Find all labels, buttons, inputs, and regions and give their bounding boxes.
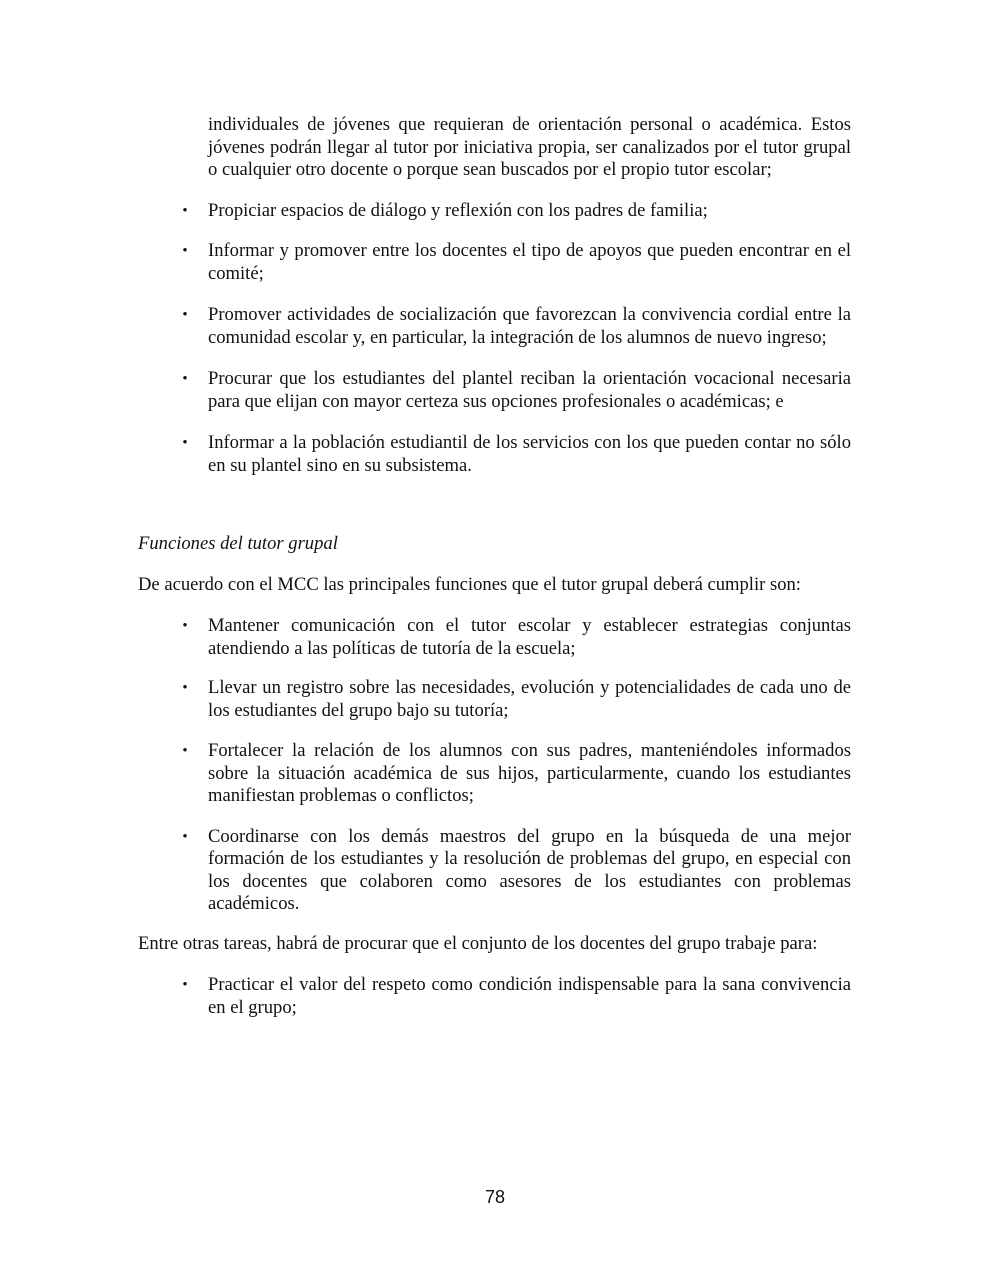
bullet-icon: • bbox=[182, 680, 188, 696]
intro-paragraph: De acuerdo con el MCC las principales funciones que el tutor grupal deberá cumplir son: bbox=[138, 573, 801, 595]
group-work-list bbox=[138, 974, 851, 1019]
list-item-text: Promover actividades de socialización que favorezcan la convivencia cordial entre la comunidad escolar y, en particular, la integración de los alumnos de nuevo ingreso; bbox=[208, 304, 851, 348]
second-paragraph: Entre otras tareas, habrá de procurar que el conjunto de los docentes del grupo trabaje para: bbox=[138, 932, 818, 954]
bullet-icon: • bbox=[182, 828, 188, 845]
list-item-text: Practicar el valor del respeto como condición indispensable para la sana convivencia en el grupo; bbox=[208, 974, 851, 1018]
list-item bbox=[138, 368, 851, 413]
list-item-text: Fortalecer la relación de los alumnos con sus padres, manteniéndoles informados sobre la situación académica de sus hijos, particularmente, cuando los estudiantes manifiestan problemas o conflictos; bbox=[208, 740, 851, 806]
list-item-text: Informar a la población estudiantil de los servicios con los que pueden contar no sólo en su plantel sino en su subsistema. bbox=[208, 432, 851, 476]
list-item-text: Propiciar espacios de diálogo y reflexión con los padres de familia; bbox=[208, 199, 708, 221]
list-item bbox=[138, 974, 851, 1019]
bullet-icon: • bbox=[182, 435, 188, 451]
bullet-icon: • bbox=[182, 743, 188, 759]
bullet-icon: • bbox=[182, 243, 188, 259]
list-item-text: Coordinarse con los demás maestros del grupo en la búsqueda de una mejor formación de los estudiantes y la resolución de problemas del grupo, en especial con los docentes que colaboren como asesores de los estudiantes con problemas académicos. bbox=[208, 825, 851, 914]
tutor-escolar-functions-list bbox=[138, 200, 851, 478]
continuation-paragraph: individuales de jóvenes que requieran de orientación personal o académica. Estos jóvenes podrán llegar al tutor por iniciativa propia, ser canalizados por el tutor grupal o cualquier otro docente o porque sean buscados por el propio tutor escolar; bbox=[208, 114, 851, 180]
list-item-text: Informar y promover entre los docentes el tipo de apoyos que pueden encontrar en el comité; bbox=[208, 240, 851, 284]
list-item bbox=[138, 240, 851, 285]
list-item-text: Llevar un registro sobre las necesidades, evolución y potencialidades de cada uno de los estudiantes del grupo bajo su tutoría; bbox=[208, 677, 851, 721]
list-item bbox=[138, 304, 851, 349]
list-item bbox=[138, 826, 851, 916]
bullet-icon: • bbox=[182, 371, 188, 387]
list-item bbox=[138, 740, 851, 808]
list-item bbox=[138, 432, 851, 477]
list-item bbox=[138, 615, 851, 660]
list-item-text: Procurar que los estudiantes del plantel reciban la orientación vocacional necesaria para que elijan con mayor certeza sus opciones profesionales o académicas; e bbox=[208, 368, 851, 412]
document-page bbox=[138, 114, 851, 1019]
bullet-icon: • bbox=[182, 977, 188, 993]
list-item bbox=[138, 677, 851, 722]
list-item bbox=[138, 200, 851, 223]
section-heading: Funciones del tutor grupal bbox=[138, 533, 338, 554]
list-item-text: Mantener comunicación con el tutor escolar y establecer estrategias conjuntas atendiendo a las políticas de tutoría de la escuela; bbox=[208, 615, 851, 659]
bullet-icon: • bbox=[182, 307, 188, 323]
page-number: 78 bbox=[484, 1187, 506, 1207]
bullet-icon: • bbox=[182, 618, 188, 634]
bullet-icon: • bbox=[182, 202, 188, 219]
tutor-grupal-functions-list bbox=[138, 615, 851, 916]
